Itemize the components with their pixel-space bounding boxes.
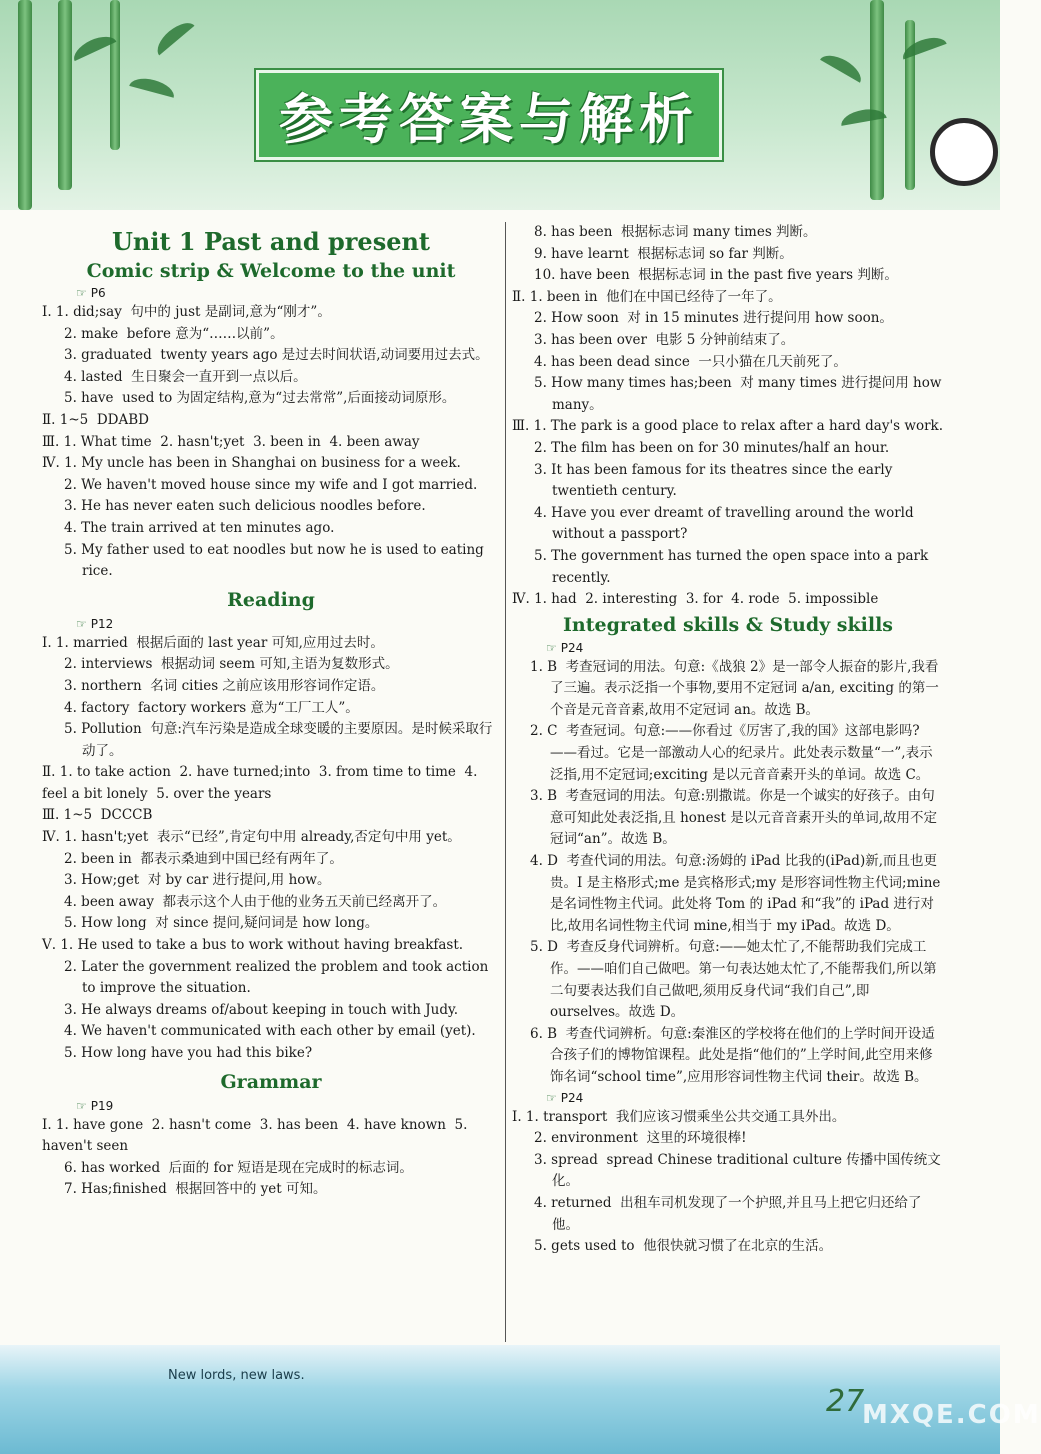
answer-line: 10. have been 根据标志词 in the past five years 判断。 <box>534 267 898 284</box>
bamboo-stalk <box>18 0 32 210</box>
answer-line: 2. Later the government realized the problem and took action to improve the situation. <box>64 958 493 997</box>
answer-line: 2. environment 这里的环境很棒! <box>534 1130 747 1147</box>
answer-line: Ⅰ. 1. transport 我们应该习惯乘坐公共交通工具外出。 <box>512 1108 846 1125</box>
answer-line: 7. Has;finished 根据回答中的 yet 可知。 <box>64 1181 327 1198</box>
answer-line: Ⅱ. 1~5 DDABD <box>42 411 149 428</box>
page-ref: ☞ P24 <box>546 640 584 655</box>
section-heading: Grammar <box>220 1070 322 1093</box>
answer-line: Ⅲ. 1. The park is a good place to relax after a hard day's work. <box>512 418 944 435</box>
answer-line: 4. We haven't communicated with each other by email (yet). <box>64 1023 476 1040</box>
leaf-icon <box>820 49 866 82</box>
answer-line: 4. D 考查代词的用法。句意:汤姆的 iPad 比我的(iPad)新,而且也更贵。I 是主格形式;me 是宾格形式;my 是形容词性物主代词;mine 是名词性物主代词。此处将 Tom 的 iPad 和“我”的 iPad 进行对比,故用名词性物主代词 mine,相当于 my iPad。故选 D。 <box>530 853 945 934</box>
answer-line: 5. have used to 为固定结构,意为“过去常常”,后面接动词原形。 <box>64 390 456 407</box>
answer-line: 3. B 考查冠词的用法。句意:别撒谎。你是一个诚实的好孩子。由句意可知此处表泛指,且 honest 是以元音音素开头的单词,故用不定冠词“an”。故选 B。 <box>530 788 938 848</box>
page-ref: ☞ P12 <box>76 616 114 631</box>
page-ref: ☞ P6 <box>76 286 106 300</box>
bamboo-stalk <box>58 0 72 190</box>
answer-line: 4. been away 都表示这个人由于他的业务五天前已经离开了。 <box>64 893 447 910</box>
answer-line: 2. C 考查冠词。句意:——你看过《厉害了,我的国》这部电影吗?——看过。它是一部激动人心的纪录片。此处表示数量“一”,表示泛指,用不定冠词;exciting 是以元音音素开头的单词。故选 C。 <box>530 723 933 783</box>
answer-line: 4. The train arrived at ten minutes ago. <box>64 519 335 536</box>
answer-line: 3. How;get 对 by car 进行提问,用 how。 <box>64 872 331 889</box>
bamboo-stalk <box>110 0 120 150</box>
pointing-hand-icon: ☞ <box>546 640 557 655</box>
answer-line: 3. He has never eaten such delicious noodles before. <box>64 498 426 515</box>
answer-line: Ⅰ. 1. married 根据后面的 last year 可知,应用过去时。 <box>42 634 384 651</box>
right-column <box>512 222 944 1258</box>
answer-line: 5. Pollution 句意:汽车污染是造成全球变暖的主要原因。是时候采取行动了。 <box>64 721 493 759</box>
section-heading: Integrated skills & Study skills <box>563 613 893 636</box>
answer-line: 5. The government has turned the open space into a park recently. <box>534 547 933 586</box>
answer-line: 5. How long 对 since 提问,疑问词是 how long。 <box>64 915 379 932</box>
answer-line: Ⅳ. 1. had 2. interesting 3. for 4. rode 5. impossible <box>512 591 879 608</box>
answer-line: 5. gets used to 他很快就习惯了在北京的生活。 <box>534 1238 833 1255</box>
section-heading: Reading <box>227 588 315 611</box>
answer-line: Ⅳ. 1. hasn't;yet 表示“已经”,肯定句中用 already,否定句中用 yet。 <box>42 829 461 846</box>
section-heading: Comic strip & Welcome to the unit <box>86 260 456 282</box>
page-title: 参考答案与解析 <box>279 87 699 151</box>
answer-line: 8. has been 根据标志词 many times 判断。 <box>534 224 817 240</box>
title-banner <box>256 70 722 160</box>
answer-line: Ⅰ. 1. did;say 句中的 just 是副词,意为“刚才”。 <box>42 304 331 320</box>
pointing-hand-icon: ☞ <box>76 286 87 300</box>
left-column <box>42 222 500 1201</box>
leaf-icon <box>129 74 177 97</box>
answer-line: Ⅴ. 1. He used to take a bus to work without having breakfast. <box>42 937 464 954</box>
watermark: MXQE.COM <box>862 1400 1041 1430</box>
answer-line: 2. We haven't moved house since my wife and I got married. <box>64 476 478 493</box>
page-ref: ☞ P19 <box>76 1098 114 1113</box>
answer-line: 5. D 考查反身代词辨析。句意:——她太忙了,不能帮助我们完成工作。——咱们自己做吧。第一句表达她太忙了,不能帮我们,所以第二句要表达我们自己做吧,须用反身代词“我们自己”,即 ourselves。故选 D。 <box>530 939 937 1021</box>
answer-line: 2. How soon 对 in 15 minutes 进行提问用 how soon。 <box>534 310 893 327</box>
answer-line: 9. have learnt 根据标志词 so far 判断。 <box>534 245 793 262</box>
page-ref: ☞ P24 <box>546 1090 584 1105</box>
column-divider <box>505 222 506 1342</box>
answer-line: Ⅰ. 1. have gone 2. hasn't come 3. has been 4. have known 5. haven't seen <box>42 1116 472 1155</box>
answer-line: 6. has worked 后面的 for 短语是现在完成时的标志词。 <box>64 1159 413 1176</box>
answer-line: 3. has been over 电影 5 分钟前结束了。 <box>534 331 795 348</box>
answer-line: 4. has been dead since 一只小猫在几天前死了。 <box>534 353 847 370</box>
answer-line: 3. spread spread Chinese traditional culture 传播中国传统文化。 <box>534 1151 941 1190</box>
answer-line: 3. northern 名词 cities 之前应该用形容词作定语。 <box>64 677 385 694</box>
answer-line: 4. lasted 生日聚会一直开到一点以后。 <box>64 368 307 385</box>
answer-line: 2. The film has been on for 30 minutes/half an hour. <box>534 439 890 456</box>
unit-heading: Unit 1 Past and present <box>111 227 431 256</box>
answer-line: 2. been in 都表示桑迪到中国已经有两年了。 <box>64 850 343 867</box>
answer-line: 3. He always dreams of/about keeping in touch with Judy. <box>64 1001 459 1018</box>
answer-line: Ⅱ. 1. been in 他们在中国已经待了一年了。 <box>512 288 782 305</box>
answer-line: 6. B 考查代词辨析。句意:秦淮区的学校将在他们的上学时间开设适合孩子们的博物馆课程。此处是指“他们的”上学时间,此空用来修饰名词“school time”,应用形容词性物主代词 their。故选 B。 <box>530 1025 935 1085</box>
leaf-icon <box>152 17 195 56</box>
answer-line: 5. How long have you had this bike? <box>64 1045 313 1061</box>
answer-line: 3. graduated twenty years ago 是过去时间状语,动词要用过去式。 <box>64 347 489 364</box>
answer-line: 5. How many times has;been 对 many times 进行提问用 how many。 <box>534 375 946 413</box>
footer-motto: New lords, new laws. <box>168 1368 305 1383</box>
answer-line: 2. make before 意为“……以前”。 <box>64 325 284 342</box>
answer-line: Ⅲ. 1. What time 2. hasn't;yet 3. been in 4. been away <box>42 433 420 450</box>
answer-line: 2. interviews 根据动词 seem 可知,主语为复数形式。 <box>64 656 399 673</box>
page-number: 27 <box>826 1384 865 1419</box>
bamboo-stalk <box>870 0 884 200</box>
answer-line: 4. factory factory workers 意为“工厂工人”。 <box>64 699 359 716</box>
pointing-hand-icon: ☞ <box>76 616 87 631</box>
answer-line: Ⅱ. 1. to take action 2. have turned;into 3. from time to time 4. feel a bit lonely 5. over the years <box>42 764 482 802</box>
answer-line: Ⅳ. 1. My uncle has been in Shanghai on business for a week. <box>42 455 461 472</box>
panda-icon <box>930 118 998 186</box>
answer-line: 3. It has been famous for its theatres since the early twentieth century. <box>534 461 897 500</box>
answer-line: 4. returned 出租车司机发现了一个护照,并且马上把它归还给了他。 <box>534 1194 922 1233</box>
answer-line: 4. Have you ever dreamt of travelling around the world without a passport? <box>534 504 918 543</box>
pointing-hand-icon: ☞ <box>546 1090 557 1105</box>
answer-line: Ⅲ. 1~5 DCCCB <box>42 807 153 824</box>
answer-line: 5. My father used to eat noodles but now he is used to eating rice. <box>64 541 489 580</box>
answer-line: 1. B 考查冠词的用法。句意:《战狼 2》是一部令人振奋的影片,我看了三遍。表示泛指一个事物,要用不定冠词 a/an, exciting 的第一个音是元音音素,故用不定冠词 an。故选 B。 <box>530 658 939 718</box>
header-banner <box>0 0 1000 210</box>
pointing-hand-icon: ☞ <box>76 1098 87 1113</box>
